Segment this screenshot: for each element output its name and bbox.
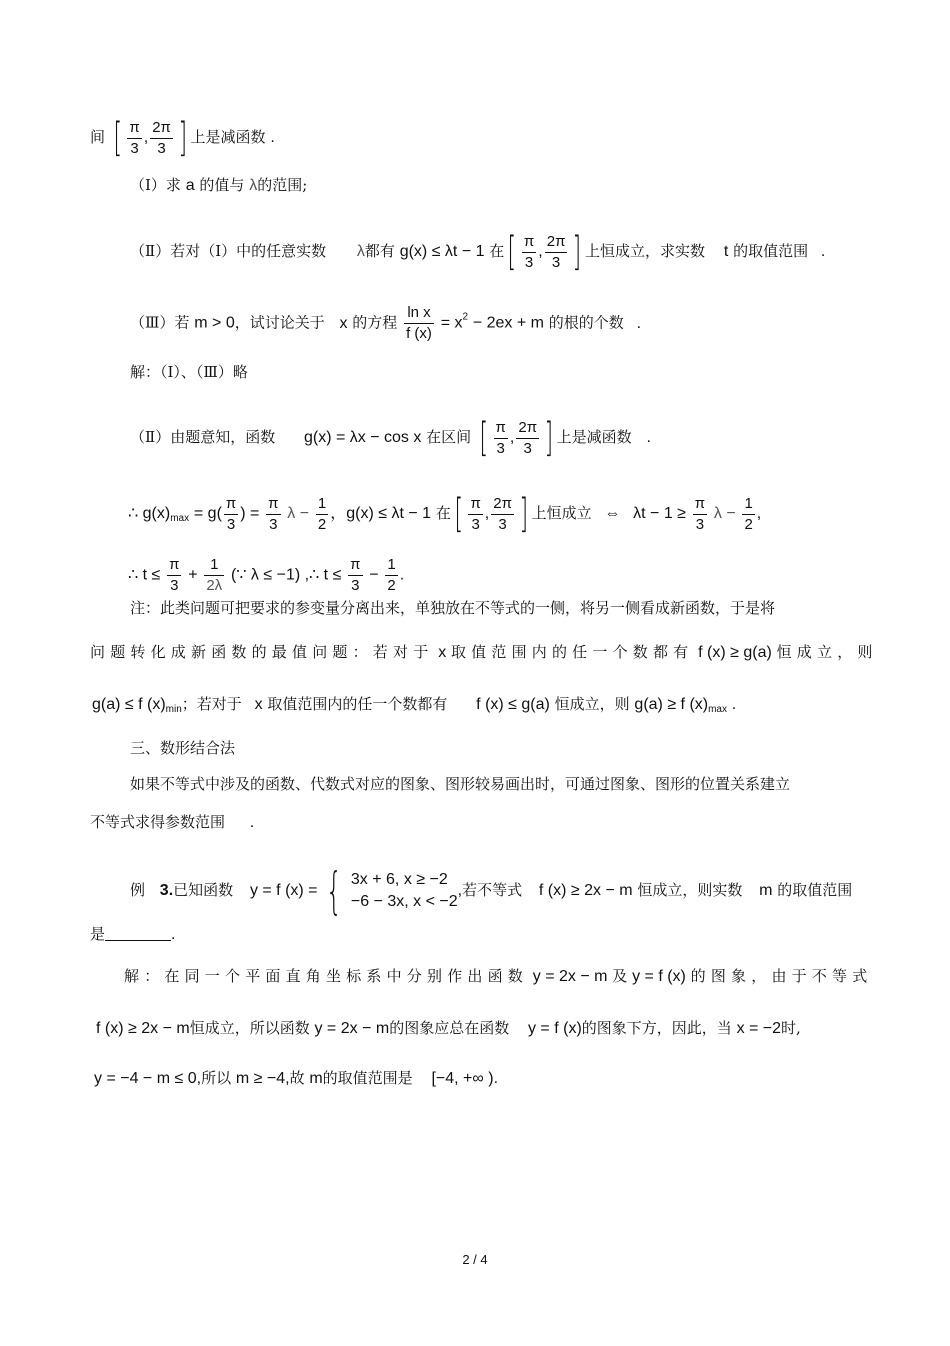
text: 若不等式: [462, 881, 523, 899]
denominator: 3: [695, 515, 705, 533]
math: [−4, +∞ ).: [431, 1070, 499, 1087]
fraction: [348, 556, 362, 595]
text: 恒成立，则: [776, 643, 878, 661]
period: .: [731, 696, 737, 713]
line-10: [90, 642, 878, 663]
text: 上恒成立，求实数: [585, 242, 706, 260]
case-1: 3x + 6, x ≥ −2: [350, 871, 448, 888]
line-13: [130, 774, 790, 794]
math: (∵ λ ≤ −1) ,∴ t ≤: [230, 566, 342, 584]
math: = g(: [193, 505, 222, 522]
numerator: 1: [385, 556, 397, 576]
text: 恒成立，所以函数: [189, 1019, 310, 1037]
numerator: ln x: [404, 304, 434, 324]
bracket: [: [507, 229, 517, 275]
text: 上是减函数: [190, 128, 266, 146]
subscript: max: [708, 704, 727, 715]
text: 的根的个数: [548, 313, 624, 332]
text: 都有: [364, 242, 395, 260]
denominator: 3: [523, 439, 532, 457]
line-6: [130, 415, 651, 461]
text: 上恒成立: [531, 504, 592, 522]
text: 所以: [201, 1069, 232, 1087]
text: 恒成立，则: [554, 695, 630, 713]
denominator: 3: [524, 253, 534, 271]
math: −: [369, 566, 379, 584]
denominator: 3: [498, 515, 507, 533]
math: x: [438, 644, 447, 661]
math: m: [759, 882, 773, 899]
numerator: π: [468, 495, 482, 515]
math: λt − 1 ≥: [633, 505, 686, 522]
page-number: 2 / 4: [462, 1252, 488, 1267]
subscript: max: [170, 513, 190, 524]
fraction: [494, 419, 508, 458]
lambda-symbol: λ: [249, 177, 258, 194]
math: +: [188, 566, 198, 584]
comma: ,: [756, 505, 762, 522]
math: y = f (x): [527, 1020, 582, 1037]
text: 的取值范围: [733, 242, 809, 260]
denominator: 3: [551, 253, 561, 271]
denominator: 2: [387, 577, 396, 594]
example-number: 3.: [159, 882, 174, 899]
text: 的范围;: [257, 176, 308, 194]
brace: {: [326, 862, 343, 920]
text: 的图象应总在函数: [389, 1019, 510, 1037]
fraction: [742, 495, 754, 534]
text: 的图象，由于不等式: [690, 967, 873, 985]
math: y = −4 − m ≤ 0,: [94, 1070, 202, 1087]
text: 的取值范围: [777, 881, 853, 899]
text: 例: [130, 881, 146, 899]
period: .: [636, 314, 642, 332]
text: 在: [489, 242, 505, 260]
bracket: ]: [544, 415, 554, 461]
numerator: 2π: [516, 419, 539, 439]
bracket: [: [454, 491, 463, 537]
bracket: [: [113, 115, 122, 161]
text: 的图象下方，因此，当: [581, 1019, 732, 1037]
denominator: 3: [226, 515, 236, 533]
numerator: π: [127, 119, 141, 139]
line-4: [130, 304, 641, 343]
text: 间: [90, 128, 106, 146]
math: x: [339, 314, 348, 332]
text: （Ⅰ）求: [130, 176, 181, 194]
math: f (x) ≥ 2x − m: [96, 1020, 190, 1037]
numerator: π: [167, 556, 181, 576]
text: 及: [612, 967, 628, 985]
comma: ,: [484, 505, 490, 522]
fraction: [266, 495, 280, 534]
math: y = 2x − m: [532, 968, 608, 985]
comma: ,: [509, 429, 515, 446]
math: ∴ g(x): [128, 505, 171, 522]
text: 三、数形结合法: [130, 739, 236, 757]
numerator: π: [224, 495, 238, 515]
math: f (x) ≥ g(a): [698, 644, 772, 661]
period: .: [646, 429, 651, 446]
line-5: [130, 362, 248, 382]
denominator: 3: [496, 439, 505, 457]
numerator: π: [522, 233, 536, 253]
math: m: [309, 1070, 323, 1087]
denominator: 3: [269, 515, 278, 533]
math: x = −2: [736, 1020, 782, 1037]
period: .: [820, 243, 826, 260]
math: t: [723, 243, 729, 260]
numerator: 2π: [545, 233, 568, 253]
math: a: [185, 177, 195, 194]
bracket: ]: [519, 491, 529, 537]
numerator: π: [266, 495, 280, 515]
line-11: [92, 694, 736, 720]
text: 在区间: [426, 428, 472, 446]
fraction: [127, 119, 141, 158]
math: y = f (x): [632, 968, 686, 985]
denominator: 3: [170, 577, 179, 594]
lambda-symbol: λ: [356, 243, 365, 260]
math: f (x) ≤ g(a): [476, 696, 550, 713]
line-1: [90, 115, 275, 161]
text: （Ⅲ）若: [130, 313, 190, 332]
text: 的取值范围是: [322, 1069, 413, 1087]
line-18: [96, 1018, 801, 1039]
fraction: [545, 233, 568, 272]
text: 如果不等式中涉及的函数、代数式对应的图象、图形较易画出时，可通过图象、图形的位置关系建立: [130, 775, 791, 793]
text: 恒成立，则实数: [637, 881, 743, 899]
text: 故: [289, 1069, 305, 1087]
text: ，试讨论关于: [234, 313, 325, 332]
text: 是: [90, 925, 106, 943]
period: .: [270, 129, 275, 146]
numerator: 2π: [150, 119, 173, 139]
math: m ≥ −4,: [235, 1070, 290, 1087]
bracket: [: [479, 415, 489, 461]
fraction: [522, 233, 536, 272]
denominator: 3: [157, 139, 166, 157]
fraction: [468, 495, 482, 534]
section-heading: [130, 738, 235, 758]
math: ) =: [240, 505, 260, 522]
text: 在: [435, 504, 451, 522]
text: ；若对于: [181, 695, 242, 713]
line-7: [128, 491, 762, 537]
denominator: 2: [744, 515, 753, 533]
fraction: [516, 419, 539, 458]
fraction: [150, 119, 173, 158]
denominator: f (x): [406, 325, 432, 342]
text: （Ⅱ）若对（Ⅰ）中的任意实数: [130, 242, 327, 260]
math: = x: [440, 314, 463, 332]
fraction: [224, 495, 238, 534]
math: g(x) ≤ λt − 1: [399, 243, 485, 260]
fraction: [404, 304, 434, 343]
bracket: ]: [572, 229, 582, 275]
math: f (x) ≥ 2x − m: [538, 882, 633, 899]
numerator: π: [494, 419, 508, 439]
answer-blank: [105, 940, 171, 941]
math: y = 2x − m: [314, 1020, 390, 1037]
comma: ,: [538, 243, 543, 260]
comma: ,: [457, 882, 463, 899]
piecewise: [351, 869, 458, 913]
numerator: 1: [742, 495, 754, 515]
text: 上是减函数: [556, 428, 632, 446]
text: 注：此类问题可把要求的参变量分离出来，单独放在不等式的一侧，将另一侧看成新函数，于是将: [130, 599, 776, 617]
denominator: 3: [471, 515, 480, 533]
math: λ −: [713, 505, 736, 522]
numerator: π: [693, 495, 707, 515]
line-17: [124, 966, 872, 987]
exponent: 2: [462, 311, 469, 323]
numerator: 2π: [491, 495, 514, 515]
fraction: [385, 556, 397, 595]
numerator: 1: [316, 495, 328, 515]
bracket: ]: [178, 115, 188, 161]
example-3: [130, 862, 853, 920]
line-9: [130, 598, 775, 618]
math: ⇔: [604, 505, 621, 522]
case-2: −6 − 3x, x < −2: [350, 893, 458, 910]
fraction: [693, 495, 707, 534]
line-3: [130, 229, 826, 275]
period: .: [171, 926, 176, 943]
numerator: π: [348, 556, 362, 576]
line-8: [128, 556, 404, 595]
period: .: [399, 566, 405, 584]
text: 已知函数: [173, 881, 234, 899]
text: 取值范围内的任一个数都有: [450, 643, 694, 661]
text: 不等式求得参数范围: [90, 813, 226, 831]
math: m > 0: [194, 314, 235, 332]
line-14: [90, 812, 254, 833]
fraction: [204, 556, 224, 595]
text: 解：在同一个平面直角坐标系中分别作出函数: [124, 967, 529, 985]
line-16: [90, 924, 175, 945]
denominator: 3: [351, 577, 360, 594]
text: 取值范围内的任一个数都有: [267, 695, 448, 713]
math: λ −: [287, 505, 310, 522]
text: （Ⅱ）由题意知，函数: [130, 428, 276, 446]
text: 的方程: [352, 313, 398, 332]
math: ∴ t ≤: [128, 566, 161, 584]
numerator: 1: [204, 556, 224, 576]
text: 解：（Ⅰ）、（Ⅲ）略: [130, 363, 248, 381]
fraction: [167, 556, 181, 595]
denominator: 2: [317, 515, 327, 533]
period: .: [249, 814, 255, 831]
math: x: [254, 696, 263, 713]
denominator: 3: [130, 139, 139, 157]
subscript: min: [165, 704, 182, 715]
line-19: [94, 1068, 498, 1089]
text: 时,: [781, 1019, 801, 1037]
comma: ,: [143, 129, 149, 146]
math: g(a) ≤ f (x): [92, 696, 166, 713]
line-2: [130, 175, 307, 196]
text: 问题转化成新函数的最值问题：若对于: [90, 643, 434, 661]
math: g(a) ≥ f (x): [634, 696, 709, 713]
fraction: [491, 495, 514, 534]
math: g(x) = λx − cos x: [303, 429, 422, 446]
denominator: 2λ: [206, 577, 223, 594]
fraction: [316, 495, 328, 534]
math: y = f (x) =: [249, 882, 318, 899]
math: − 2ex + m: [472, 314, 544, 332]
math: ，g(x) ≤ λt − 1: [330, 505, 432, 522]
text: 的值与: [199, 176, 245, 194]
